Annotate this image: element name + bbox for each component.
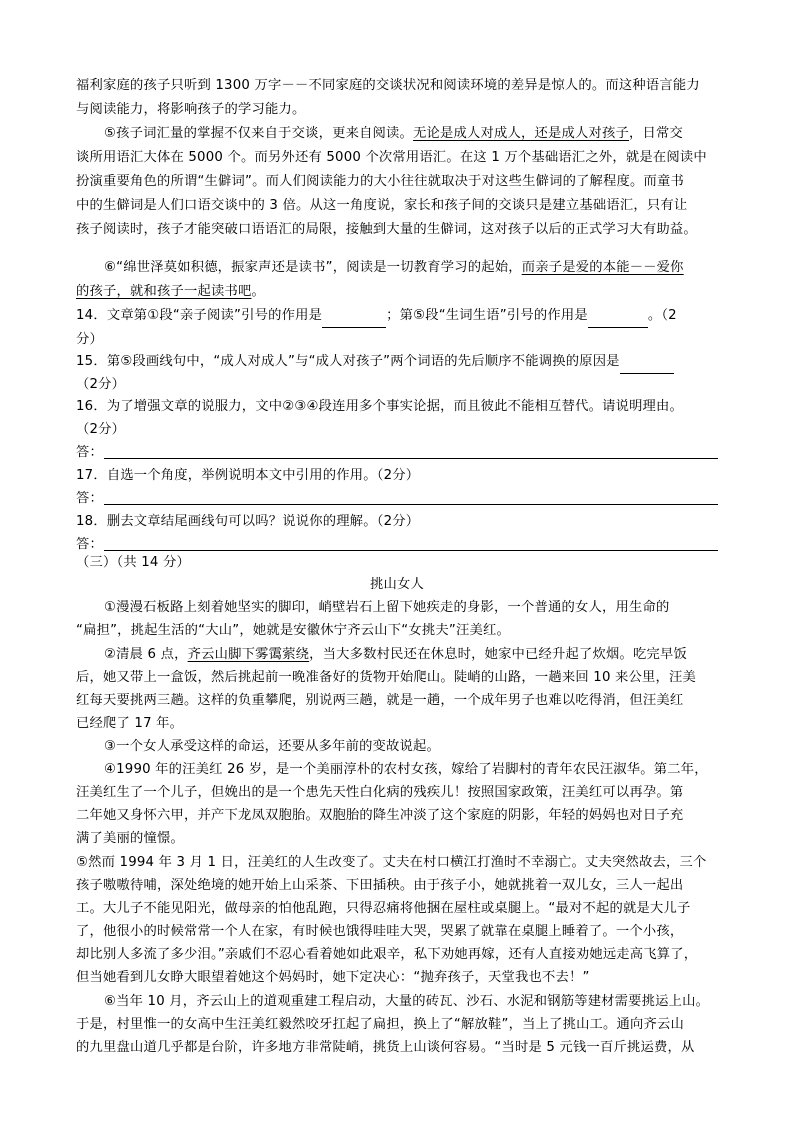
passage2-line1: 福利家庭的孩子只听到 1300 万字－－不同家庭的交谈状况和阅读环境的差异是惊人的。而这种语言能力: [76, 78, 700, 93]
paragraph-5-line5: 孩子阅读时，孩子才能突破口语语汇的局限，接触到大量的生僻词，这对孩子以后的正式学习大有助益。: [76, 222, 697, 237]
p5-text-a: ⑤孩子词汇量的掌握不仅来自于交谈，更来自阅读。: [104, 126, 414, 141]
p6-underlined-sentence-1: 而亲子是爱的本能－－爱你: [521, 260, 684, 275]
answer-17-label: 答：: [76, 491, 103, 506]
q14-text-a: 14．文章第①段“亲子阅读”引号的作用是: [76, 308, 323, 323]
answer-16-label: 答：: [76, 445, 103, 460]
answer-18-label: 答：: [76, 537, 103, 552]
paragraph-5-line4: 中的生僻词是人们口语交谈中的 3 倍。从这一角度说，家长和孩子间的交谈只是建立基础语汇，只有让: [76, 198, 688, 213]
p3-para5-line2: 孩子嗷嗷待哺，深处绝境的她开始上山采茶、下田插秧。由于孩子小，她就挑着一双儿女，三人一起出: [76, 878, 684, 893]
p3-para4-line4: 满了美丽的憧憬。: [76, 831, 184, 846]
p6-underlined-sentence-2: 的孩子，就和孩子一起读书吧: [76, 284, 252, 299]
p3-para5-line3: 工。大儿子不能见阳光，做母亲的怕他乱跑，只得忍痛将他捆在屋柱或桌腿上。“最对不起的就是大儿子: [76, 901, 691, 916]
answer-16-line[interactable]: [104, 458, 718, 459]
q15-text: 15．第⑤段画线句中，“成人对成人”与“成人对孩子”两个词语的先后顺序不能调换的原因是: [76, 354, 620, 369]
p3-para2-text-b: ，当大多数村民还在休息时，她家中已经升起了炊烟。吃完早饭: [309, 647, 688, 662]
question-17: 17．自选一个角度，举例说明本文中引用的作用。（2分）: [76, 468, 420, 483]
p3-para4-line3: 二年她又身怀六甲，并产下龙凤双胞胎。双胞胎的降生冲淡了这个家庭的阴影，年轻的妈妈也对日子充: [76, 808, 684, 823]
p3-para4-line2: 汪美红生了一个儿子，但娩出的是一个患先天性白化病的残疾儿！按照国家政策，汪美红可以再孕。第: [76, 785, 684, 800]
q14-text-c: 。（2: [647, 308, 677, 323]
p6-text-b: 。: [251, 284, 265, 299]
q14-blank-1[interactable]: [322, 310, 386, 328]
paragraph-5-line2: 谈所用语汇大体在 5000 个。而另外还有 5000 个次常用语汇。在这 1 万个基础语汇之外，就是在阅读中: [76, 150, 707, 165]
p3-para2-underlined: 齐云山脚下雾霭萦绕: [187, 647, 310, 662]
passage2-line2: 与阅读能力，将影响孩子的学习能力。: [76, 102, 306, 117]
question-14: [76, 304, 718, 328]
p3-para2-line4: 已经爬了 17 年。: [76, 716, 184, 731]
p6-text-a: ⑥“绵世泽莫如积德，振家声还是读书”，阅读是一切教育学习的起始，: [104, 260, 522, 275]
p3-para2-line3: 红每天要挑两三趟。这样的负重攀爬，别说两三趟，就是一趟，一个成年男子也难以吃得消，但汪美红: [76, 693, 684, 708]
article-title: 挑山女人: [370, 577, 424, 592]
question-15: [76, 350, 718, 374]
paragraph-5-line3: 扮演重要角色的所谓“生僻词”。而人们阅读能力的大小往往就取决于对这些生僻词的了解程度。而童书: [76, 174, 685, 189]
p3-para3: ③一个女人承受这样的命运，还要从多年前的变故说起。: [104, 739, 441, 754]
p3-para1-line2: “扁担”，挑起生活的“大山”，她就是安徽休宁齐云山下“女挑夫”汪美红。: [76, 623, 510, 638]
p5-text-b: ，日常交: [629, 126, 684, 141]
p3-para6-line2: 于是，村里惟一的女高中生汪美红毅然咬牙扛起了扁担，换上了“解放鞋”，当上了挑山工。通向齐云山: [76, 1017, 685, 1032]
p3-para6-line1: ⑥当年 10 月，齐云山上的道观重建工程启动，大量的砖瓦、沙石、水泥和钢筋等建材需要挑运上山。: [104, 994, 710, 1009]
p3-para6-line3: 的九里盘山道几乎都是台阶，许多地方非常陡峭，挑货上山谈何容易。“当时是 5 元钱一百斤挑运费，从: [76, 1040, 695, 1055]
p3-para1-line1: ①漫漫石板路上刻着她坚实的脚印，峭壁岩石上留下她疾走的身影，一个普通的女人，用生命的: [104, 600, 670, 615]
paragraph-6-line1: [104, 256, 718, 280]
paragraph-6-line2: [76, 280, 718, 304]
p3-para2-line2: 后，她又带上一盒饭，然后挑起前一晚准备好的货物开始爬山。陡峭的山路，一趟来回 10 来公里，汪美: [76, 670, 697, 685]
paragraph-5-line1: [104, 122, 718, 146]
p3-para5-line1: ⑤然而 1994 年 3 月 1 日，汪美红的人生改变了。丈夫在村口横江打渔时不幸溺亡。丈夫突然故去，三个: [76, 855, 707, 870]
question-16: 16．为了增强文章的说服力，文中②③④段连用多个事实论据，而且彼此不能相互替代。请说明理由。: [76, 399, 684, 414]
section-3-header: （三）（共 14 分）: [76, 555, 191, 570]
q15-blank[interactable]: [620, 356, 674, 374]
p5-underlined-sentence: 无论是成人对成人，还是成人对孩子: [413, 126, 630, 141]
answer-17-line[interactable]: [104, 504, 718, 505]
question-16-score: （2分）: [76, 422, 126, 437]
p3-para2-line1: [104, 643, 718, 667]
question-18: 18．删去文章结尾画线句可以吗？说说你的理解。（2分）: [76, 514, 420, 529]
q14-blank-2[interactable]: [588, 310, 648, 328]
q14-text-b: ；第⑤段“生词生语”引号的作用是: [386, 308, 588, 323]
question-14-score: 分）: [76, 332, 103, 347]
p3-para5-line5: 却比别人多流了多少泪。”亲戚们不忍心看着她如此艰辛，私下劝她再嫁，还有人直接劝她远走高飞算了，: [76, 947, 698, 962]
p3-para5-line4: 了，他很小的时候常常一个人在家，有时候也饿得哇哇大哭，哭累了就靠在桌腿上睡着了。一个小孩，: [76, 924, 684, 939]
p3-para5-line6: 但当她看到儿女睁大眼望着她这个妈妈时，她下定决心：“抛弃孩子，天堂我也不去！”: [76, 970, 590, 985]
question-15-score: （2分）: [76, 377, 126, 392]
p3-para2-text-a: ②清晨 6 点，: [104, 647, 188, 662]
p3-para4-line1: ④1990 年的汪美红 26 岁，是一个美丽淳朴的农村女孩，嫁给了岩脚村的青年农民汪淑华。第二年，: [104, 762, 708, 777]
